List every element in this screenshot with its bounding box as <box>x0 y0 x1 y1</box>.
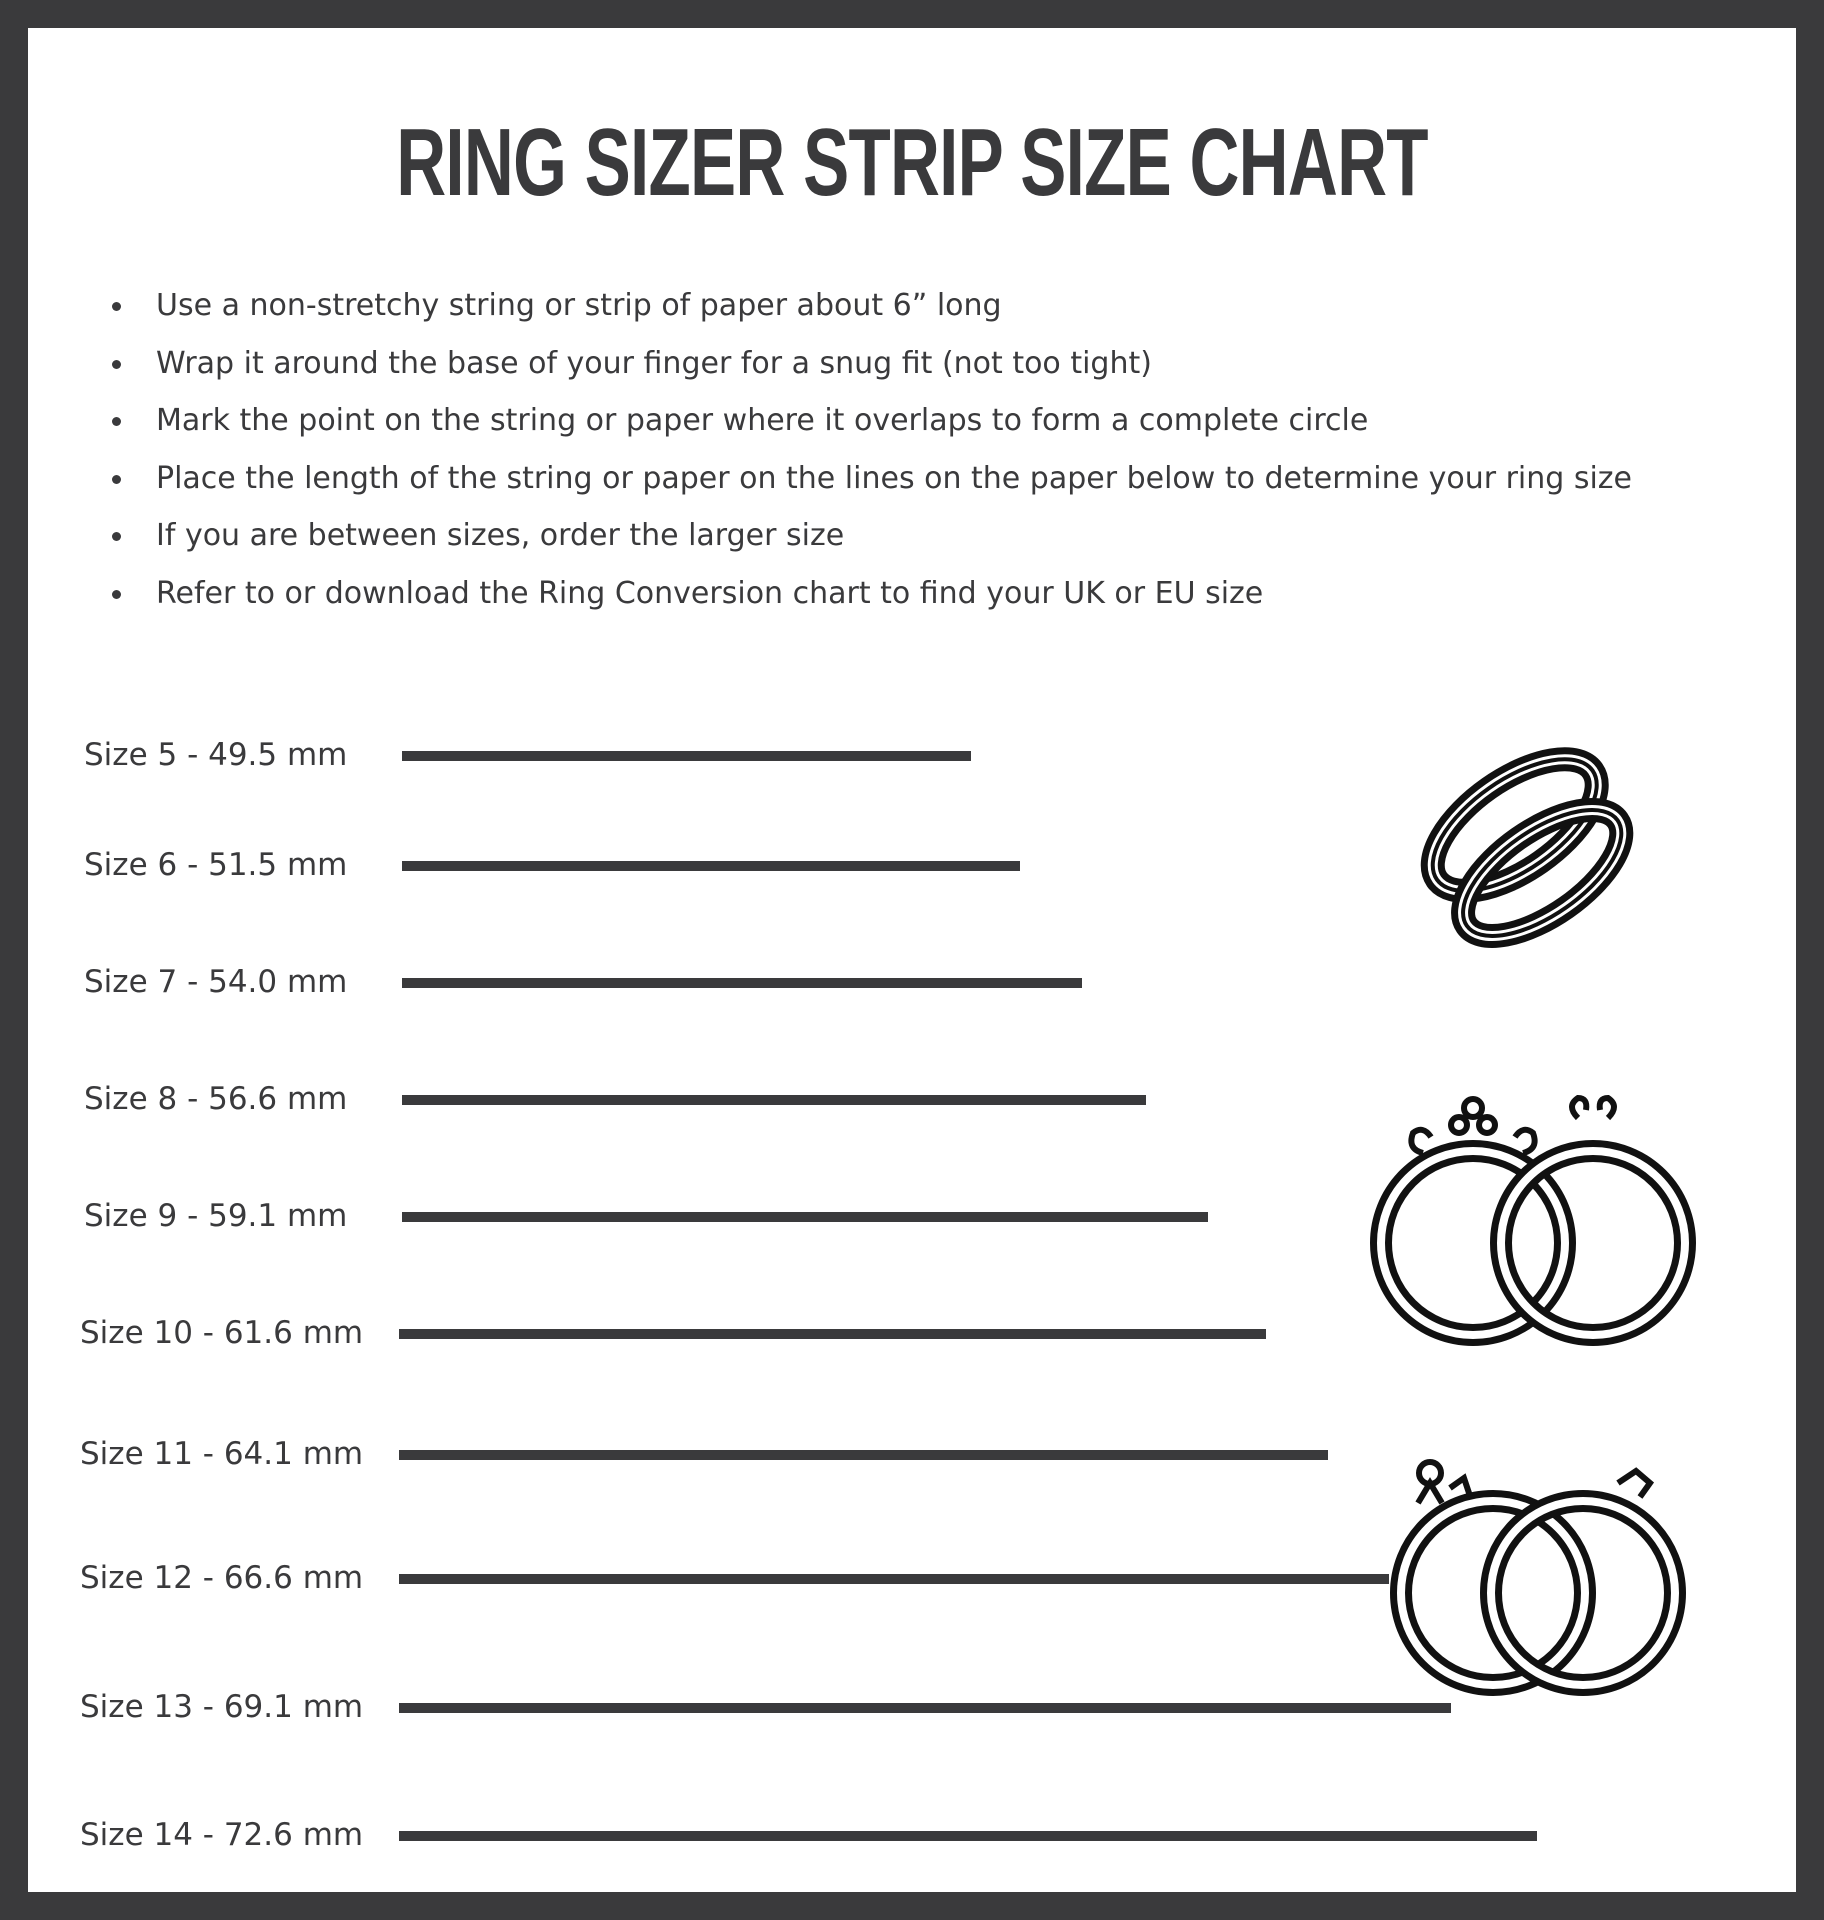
bullet-icon <box>112 475 121 484</box>
size-row <box>28 1434 1328 1474</box>
size-strip-line <box>402 1212 1208 1222</box>
instruction-item <box>80 459 1632 517</box>
size-row <box>28 845 1328 885</box>
instruction-item <box>80 344 1632 402</box>
bullet-icon <box>112 302 121 311</box>
interlocked-rings-icon <box>1393 698 1693 998</box>
size-row <box>28 1687 1328 1727</box>
size-label: Size 9 - 59.1 mm <box>84 1198 348 1234</box>
size-chart-sheet <box>28 28 1796 1892</box>
engagement-rings-icon <box>1378 1428 1698 1708</box>
size-strip-line <box>399 1831 1537 1841</box>
bullet-icon <box>112 590 121 599</box>
instruction-item <box>80 574 1632 632</box>
size-label: Size 7 - 54.0 mm <box>84 964 348 1000</box>
size-label: Size 6 - 51.5 mm <box>84 847 348 883</box>
instruction-text: Use a non-stretchy string or strip of paper about 6” long <box>156 288 1002 323</box>
bullet-icon <box>112 360 121 369</box>
size-row <box>28 1079 1328 1119</box>
size-row <box>28 1815 1328 1855</box>
instruction-text: If you are between sizes, order the larger size <box>156 518 845 553</box>
bullet-icon <box>112 417 121 426</box>
size-row <box>28 1196 1328 1236</box>
size-strip-line <box>402 861 1020 871</box>
page-title: RING SIZER STRIP SIZE CHART <box>396 109 1428 216</box>
size-label: Size 14 - 72.6 mm <box>80 1817 364 1853</box>
size-label: Size 5 - 49.5 mm <box>84 737 348 773</box>
instruction-item <box>80 401 1632 459</box>
size-strip-line <box>399 1329 1266 1339</box>
instructions-list <box>80 286 1632 631</box>
instruction-text: Wrap it around the base of your finger for a snug fit (not too tight) <box>156 345 1152 381</box>
size-label: Size 12 - 66.6 mm <box>80 1560 364 1596</box>
size-label: Size 11 - 64.1 mm <box>80 1436 364 1472</box>
instruction-item <box>80 516 1632 574</box>
instruction-item <box>80 286 1632 344</box>
size-strip-line <box>399 1703 1451 1713</box>
size-row <box>28 735 1328 775</box>
size-row <box>28 1558 1328 1598</box>
size-label: Size 8 - 56.6 mm <box>84 1081 348 1117</box>
size-row <box>28 962 1328 1002</box>
size-row <box>28 1313 1328 1353</box>
instruction-text: Place the length of the string or paper on the lines on the paper below to determine your ring size <box>156 460 1633 496</box>
size-label: Size 13 - 69.1 mm <box>80 1689 364 1725</box>
size-strip-line <box>402 1095 1146 1105</box>
instruction-text: Mark the point on the string or paper where it overlaps to form a complete circle <box>156 403 1369 438</box>
size-strip-line <box>402 978 1082 988</box>
instruction-text: Refer to or download the Ring Conversion chart to find your UK or EU size <box>156 575 1264 611</box>
tiara-rings-icon <box>1363 1063 1703 1353</box>
size-strip-line <box>402 751 971 761</box>
size-strip-line <box>399 1450 1328 1460</box>
size-label: Size 10 - 61.6 mm <box>80 1315 364 1351</box>
size-strip-line <box>399 1574 1389 1584</box>
bullet-icon <box>112 532 121 541</box>
